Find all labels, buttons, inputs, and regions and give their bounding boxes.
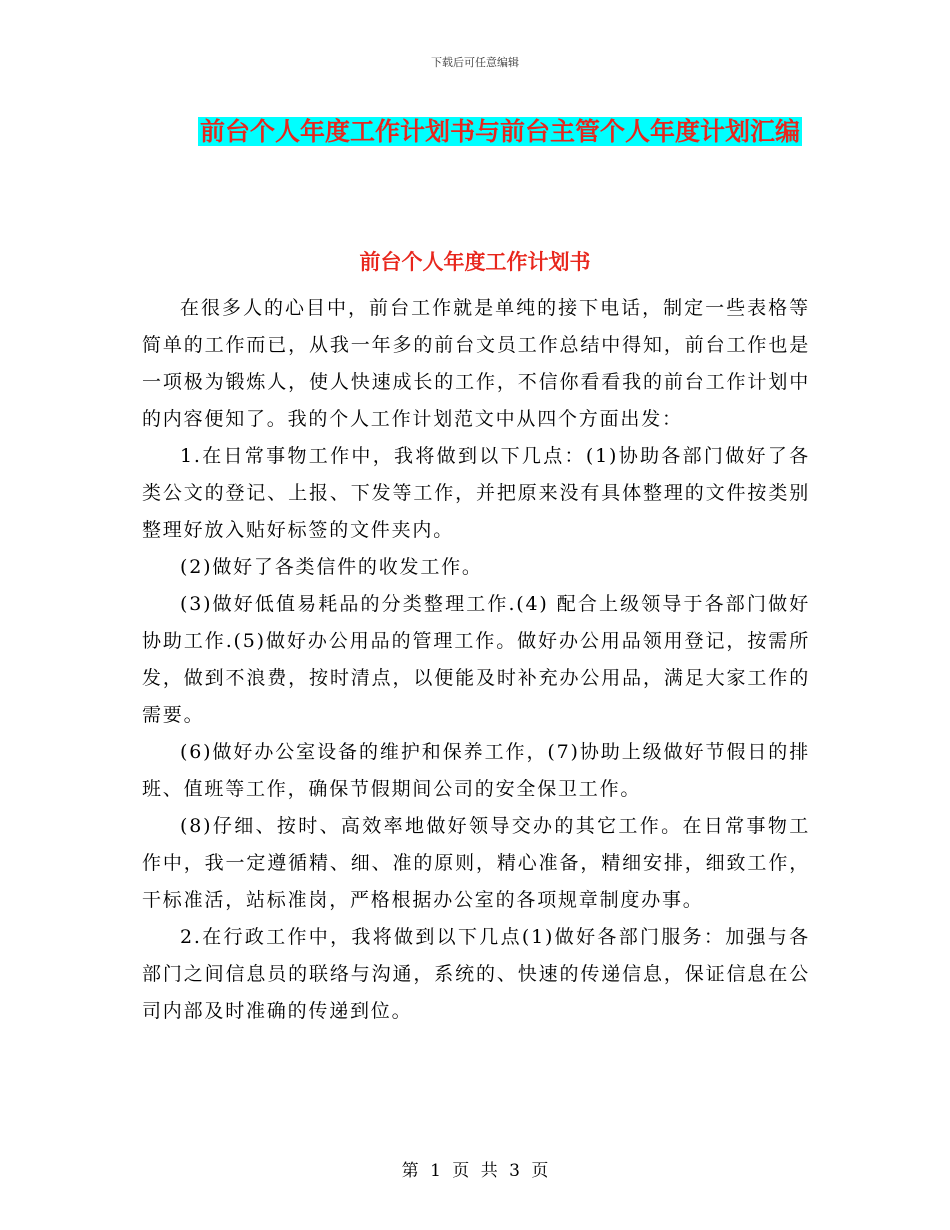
paragraph: 2.在行政工作中，我将做到以下几点(1)做好各部门服务：加强与各部门之间信息员的联络与沟通，系统的、快速的传递信息，保证信息在公司内部及时准确的传递到位。 [142, 926, 810, 1022]
page-footer: 第 1 页 共 3 页 [401, 1161, 549, 1181]
paragraph: 1.在日常事物工作中，我将做到以下几点：(1)协助各部门做好了各类公文的登记、上报、下发等工作，并把原来没有具体整理的文件按类别整理好放入贴好标签的文件夹内。 [142, 445, 810, 541]
document-body [142, 290, 810, 1030]
paragraph: (3)做好低值易耗品的分类整理工作.(4) 配合上级领导于各部门做好协助工作.(5)做好办公用品的管理工作。做好办公用品领用登记，按需所发，做到不浪费，按时清点，以便能及时补充办公用品，满足大家工作的需要。 [142, 593, 810, 726]
section-title: 前台个人年度工作计划书 [359, 250, 591, 274]
document-title [190, 110, 810, 154]
paragraph: (2)做好了各类信件的收发工作。 [180, 556, 483, 578]
paragraph: (8)仔细、按时、高效率地做好领导交办的其它工作。在日常事物工作中，我一定遵循精、细、准的原则，精心准备，精细安排，细致工作，干标准活，站标准岗，严格根据办公室的各项规章制度办事。 [142, 815, 810, 911]
paragraph: 在很多人的心目中，前台工作就是单纯的接下电话，制定一些表格等简单的工作而已，从我一年多的前台文员工作总结中得知，前台工作也是一项极为锻炼人，使人快速成长的工作，不信你看看我的前台工作计划中的内容便知了。我的个人工作计划范文中从四个方面出发： [142, 297, 810, 430]
paragraph: (6)做好办公室设备的维护和保养工作，(7)协助上级做好节假日的排班、值班等工作，确保节假期间公司的安全保卫工作。 [142, 741, 810, 800]
document-title-text: 前台个人年度工作计划书与前台主管个人年度计划汇编 [199, 117, 800, 146]
header-note: 下载后可任意编辑 [431, 56, 519, 69]
